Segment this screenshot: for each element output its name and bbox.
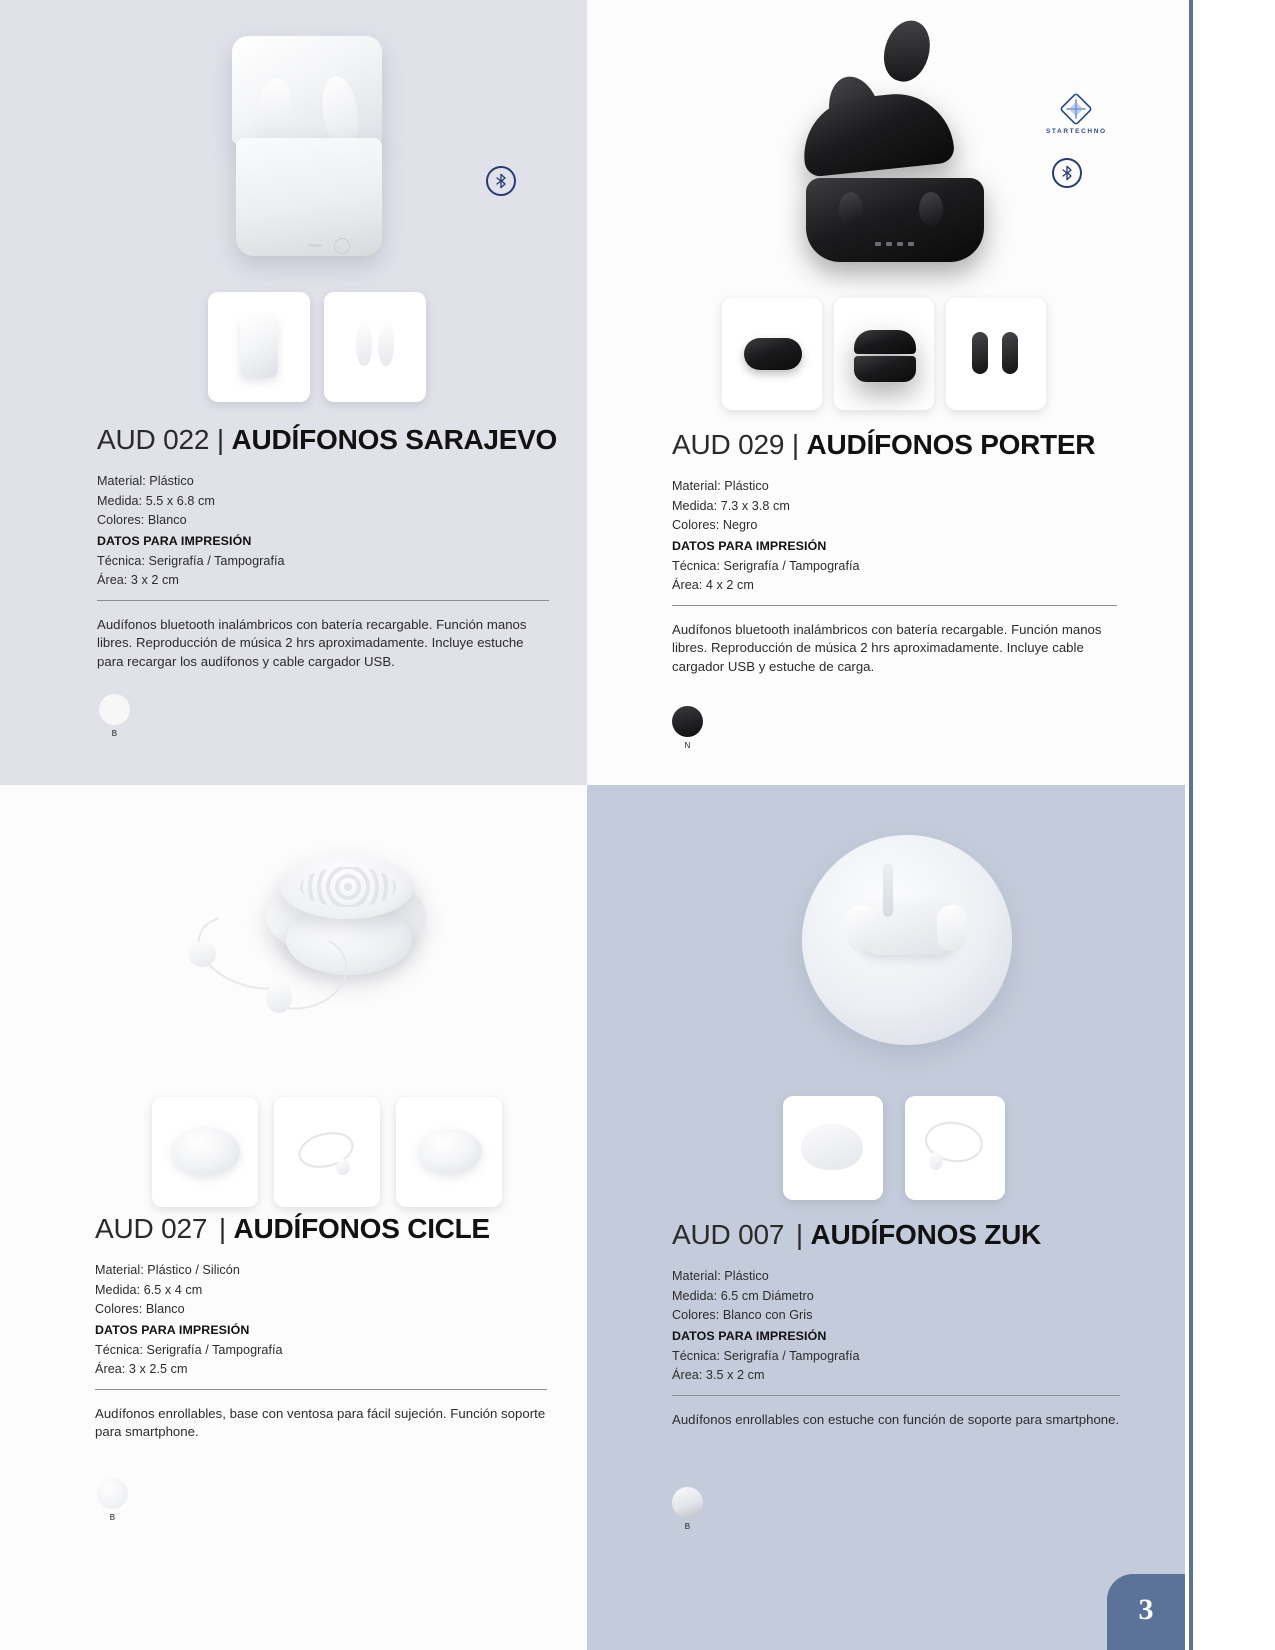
accent-rule	[1189, 0, 1193, 1650]
swatch-item[interactable]	[672, 706, 703, 750]
text-block-porter	[672, 429, 1117, 676]
spec-material: Material: Plástico	[97, 474, 194, 488]
product-title-cicle	[95, 1213, 547, 1245]
thumbnail-strip-zuk	[783, 1096, 1005, 1200]
product-name: CICLE	[407, 1213, 490, 1244]
earbud-left	[188, 941, 216, 967]
swatch-label: B	[111, 729, 118, 738]
spec-colores: Colores: Blanco con Gris	[672, 1308, 813, 1323]
thumbnail-cable[interactable]	[274, 1097, 380, 1207]
swatch-item[interactable]	[672, 1487, 703, 1531]
thumbnail-case-open[interactable]	[783, 1096, 883, 1200]
swatch-item[interactable]	[99, 694, 130, 738]
swatch-label: B	[109, 1513, 116, 1522]
case-base	[806, 178, 984, 262]
product-card-porter	[587, 0, 1185, 785]
text-block-zuk	[672, 1219, 1120, 1429]
print-data-heading: DATOS PARA IMPRESIÓN	[97, 533, 252, 548]
title-separator: |	[216, 424, 224, 455]
swatch-label: B	[684, 1522, 691, 1531]
thumbnail-case-closed[interactable]	[722, 298, 822, 410]
right-margin-strip	[1185, 0, 1275, 1650]
case-slot-left	[839, 192, 863, 226]
brand-logo-startechno	[1046, 92, 1107, 135]
product-card-zuk	[587, 785, 1185, 1650]
color-swatch-negro	[672, 706, 703, 737]
case-slot-right	[919, 192, 943, 226]
case-led	[308, 244, 322, 247]
swatch-item[interactable]	[97, 1478, 128, 1522]
divider	[672, 1395, 1120, 1396]
color-swatch-blanco	[99, 694, 130, 725]
thumb-art	[744, 338, 802, 370]
spec-colores: Colores: Blanco	[97, 513, 187, 528]
spec-medida: Medida: 6.5 x 4 cm	[95, 1282, 203, 1297]
product-code: AUD 007	[672, 1219, 785, 1250]
spec-tecnica: Técnica: Serigrafía / Tampografía	[95, 1342, 283, 1357]
thumb-art-lid	[854, 330, 916, 354]
thumb-art-left	[972, 332, 988, 374]
brand-logo-text: STARTECHNO	[1046, 128, 1107, 135]
thumb-art-jack	[336, 1159, 350, 1175]
spec-tecnica: Técnica: Serigrafía / Tampografía	[97, 553, 285, 568]
spec-tecnica: Técnica: Serigrafía / Tampografía	[672, 558, 860, 573]
divider	[672, 605, 1117, 606]
product-card-cicle	[0, 785, 587, 1650]
product-category: AUDÍFONOS	[233, 1213, 400, 1244]
spec-medida: Medida: 6.5 cm Diámetro	[672, 1288, 814, 1303]
color-swatch-blanco	[97, 1478, 128, 1509]
spec-list-zuk	[672, 1267, 1120, 1386]
thumb-art-base	[854, 356, 916, 382]
product-description: Audífonos enrollables, base con ventosa para fácil sujeción. Función soporte para smartphone.	[95, 1405, 546, 1440]
product-name: PORTER	[980, 429, 1096, 460]
spec-list-sarajevo	[97, 472, 549, 591]
print-data-heading: DATOS PARA IMPRESIÓN	[672, 538, 827, 553]
title-separator: |	[795, 1219, 803, 1250]
cable-segment	[883, 863, 893, 917]
text-block-sarajevo	[97, 424, 557, 671]
product-code: AUD 029	[672, 429, 785, 460]
spec-material: Material: Plástico / Silicón	[95, 1263, 240, 1277]
thumb-art	[172, 1127, 240, 1175]
spec-area: Área: 3.5 x 2 cm	[672, 1368, 765, 1383]
spec-material: Material: Plástico	[672, 479, 769, 493]
print-data-heading: DATOS PARA IMPRESIÓN	[95, 1322, 250, 1337]
thumbnail-earbuds-cable[interactable]	[905, 1096, 1005, 1200]
earbud-right	[266, 983, 292, 1013]
reel-texture	[300, 867, 396, 907]
product-category: AUDÍFONOS	[806, 429, 973, 460]
thumbnail-strip-sarajevo	[208, 292, 426, 402]
spec-area: Área: 4 x 2 cm	[672, 578, 754, 593]
hero-image-cicle	[0, 785, 587, 1105]
product-name: SARAJEVO	[405, 424, 557, 455]
spec-list-cicle	[95, 1261, 547, 1380]
thumbnail-case-open[interactable]	[834, 298, 934, 410]
hero-image-porter	[587, 0, 1185, 300]
thumbnail-case-closed[interactable]	[208, 292, 310, 402]
divider	[97, 600, 549, 601]
product-title-zuk	[672, 1219, 1120, 1251]
swatch-group-zuk	[672, 1487, 703, 1531]
product-card-sarajevo	[0, 0, 587, 785]
thumbnail-earbuds[interactable]	[324, 292, 426, 402]
page-number: 3	[1138, 1593, 1154, 1626]
product-code: AUD 022	[97, 424, 210, 455]
divider	[95, 1389, 547, 1390]
thumbnail-base[interactable]	[396, 1097, 502, 1207]
thumbnail-strip-porter	[722, 298, 1046, 410]
thumb-art-right	[1002, 332, 1018, 374]
product-description: Audífonos bluetooth inalámbricos con batería recargable. Función manos libres. Reproducción de música 2 hrs aproximadamente. Incluye cable cargador USB y estuche de carga.	[672, 621, 1102, 674]
swatch-group-porter	[672, 706, 703, 750]
product-description: Audífonos enrollables con estuche con función de soporte para smartphone.	[672, 1411, 1120, 1427]
earbud-right	[937, 905, 967, 951]
title-separator: |	[218, 1213, 226, 1244]
bluetooth-icon	[486, 166, 516, 196]
thumbnail-reel[interactable]	[152, 1097, 258, 1207]
case-button	[334, 238, 350, 254]
product-code: AUD 027	[95, 1213, 208, 1244]
led-indicators	[875, 242, 917, 246]
hero-image-sarajevo	[0, 0, 587, 300]
product-category: AUDÍFONOS	[810, 1219, 977, 1250]
thumb-art	[418, 1129, 482, 1173]
product-title-porter	[672, 429, 1117, 461]
spec-tecnica: Técnica: Serigrafía / Tampografía	[672, 1348, 860, 1363]
page-number-badge	[1107, 1574, 1185, 1650]
case-base	[236, 138, 382, 256]
spec-colores: Colores: Negro	[672, 518, 758, 533]
thumbnail-earbuds[interactable]	[946, 298, 1046, 410]
thumb-art	[240, 316, 278, 378]
spec-colores: Colores: Blanco	[95, 1302, 185, 1317]
swatch-label: N	[684, 741, 691, 750]
thumb-art-bud	[929, 1152, 943, 1170]
swatch-group-sarajevo	[99, 694, 130, 738]
spec-medida: Medida: 7.3 x 3.8 cm	[672, 498, 790, 513]
product-description: Audífonos bluetooth inalámbricos con batería recargable. Función manos libres. Reproducción de música 2 hrs aproximadamente. Incluye estuche para recargar los audífonos y cable cargador USB.	[97, 616, 527, 669]
thumb-art-right	[378, 322, 394, 366]
bluetooth-icon	[1052, 158, 1082, 188]
product-name: ZUK	[984, 1219, 1041, 1250]
swatch-group-cicle	[97, 1478, 128, 1522]
startechno-mark-icon	[1059, 92, 1093, 126]
color-swatch-blanco-gris	[672, 1487, 703, 1518]
title-separator: |	[791, 429, 799, 460]
earbud-left	[847, 905, 877, 951]
spec-area: Área: 3 x 2 cm	[97, 573, 179, 588]
print-data-heading: DATOS PARA IMPRESIÓN	[672, 1328, 827, 1343]
earbud-floating	[877, 15, 936, 87]
spec-list-porter	[672, 477, 1117, 596]
spec-area: Área: 3 x 2.5 cm	[95, 1362, 188, 1377]
thumb-art-left	[356, 322, 372, 366]
case-lid-open	[799, 88, 956, 177]
thumbnail-strip-cicle	[152, 1097, 502, 1207]
text-block-cicle	[95, 1213, 547, 1442]
hero-image-zuk	[587, 785, 1185, 1105]
spec-material: Material: Plástico	[672, 1269, 769, 1283]
thumb-art	[801, 1124, 863, 1170]
product-title-sarajevo	[97, 424, 557, 456]
product-category: AUDÍFONOS	[231, 424, 398, 455]
spec-medida: Medida: 5.5 x 6.8 cm	[97, 493, 215, 508]
